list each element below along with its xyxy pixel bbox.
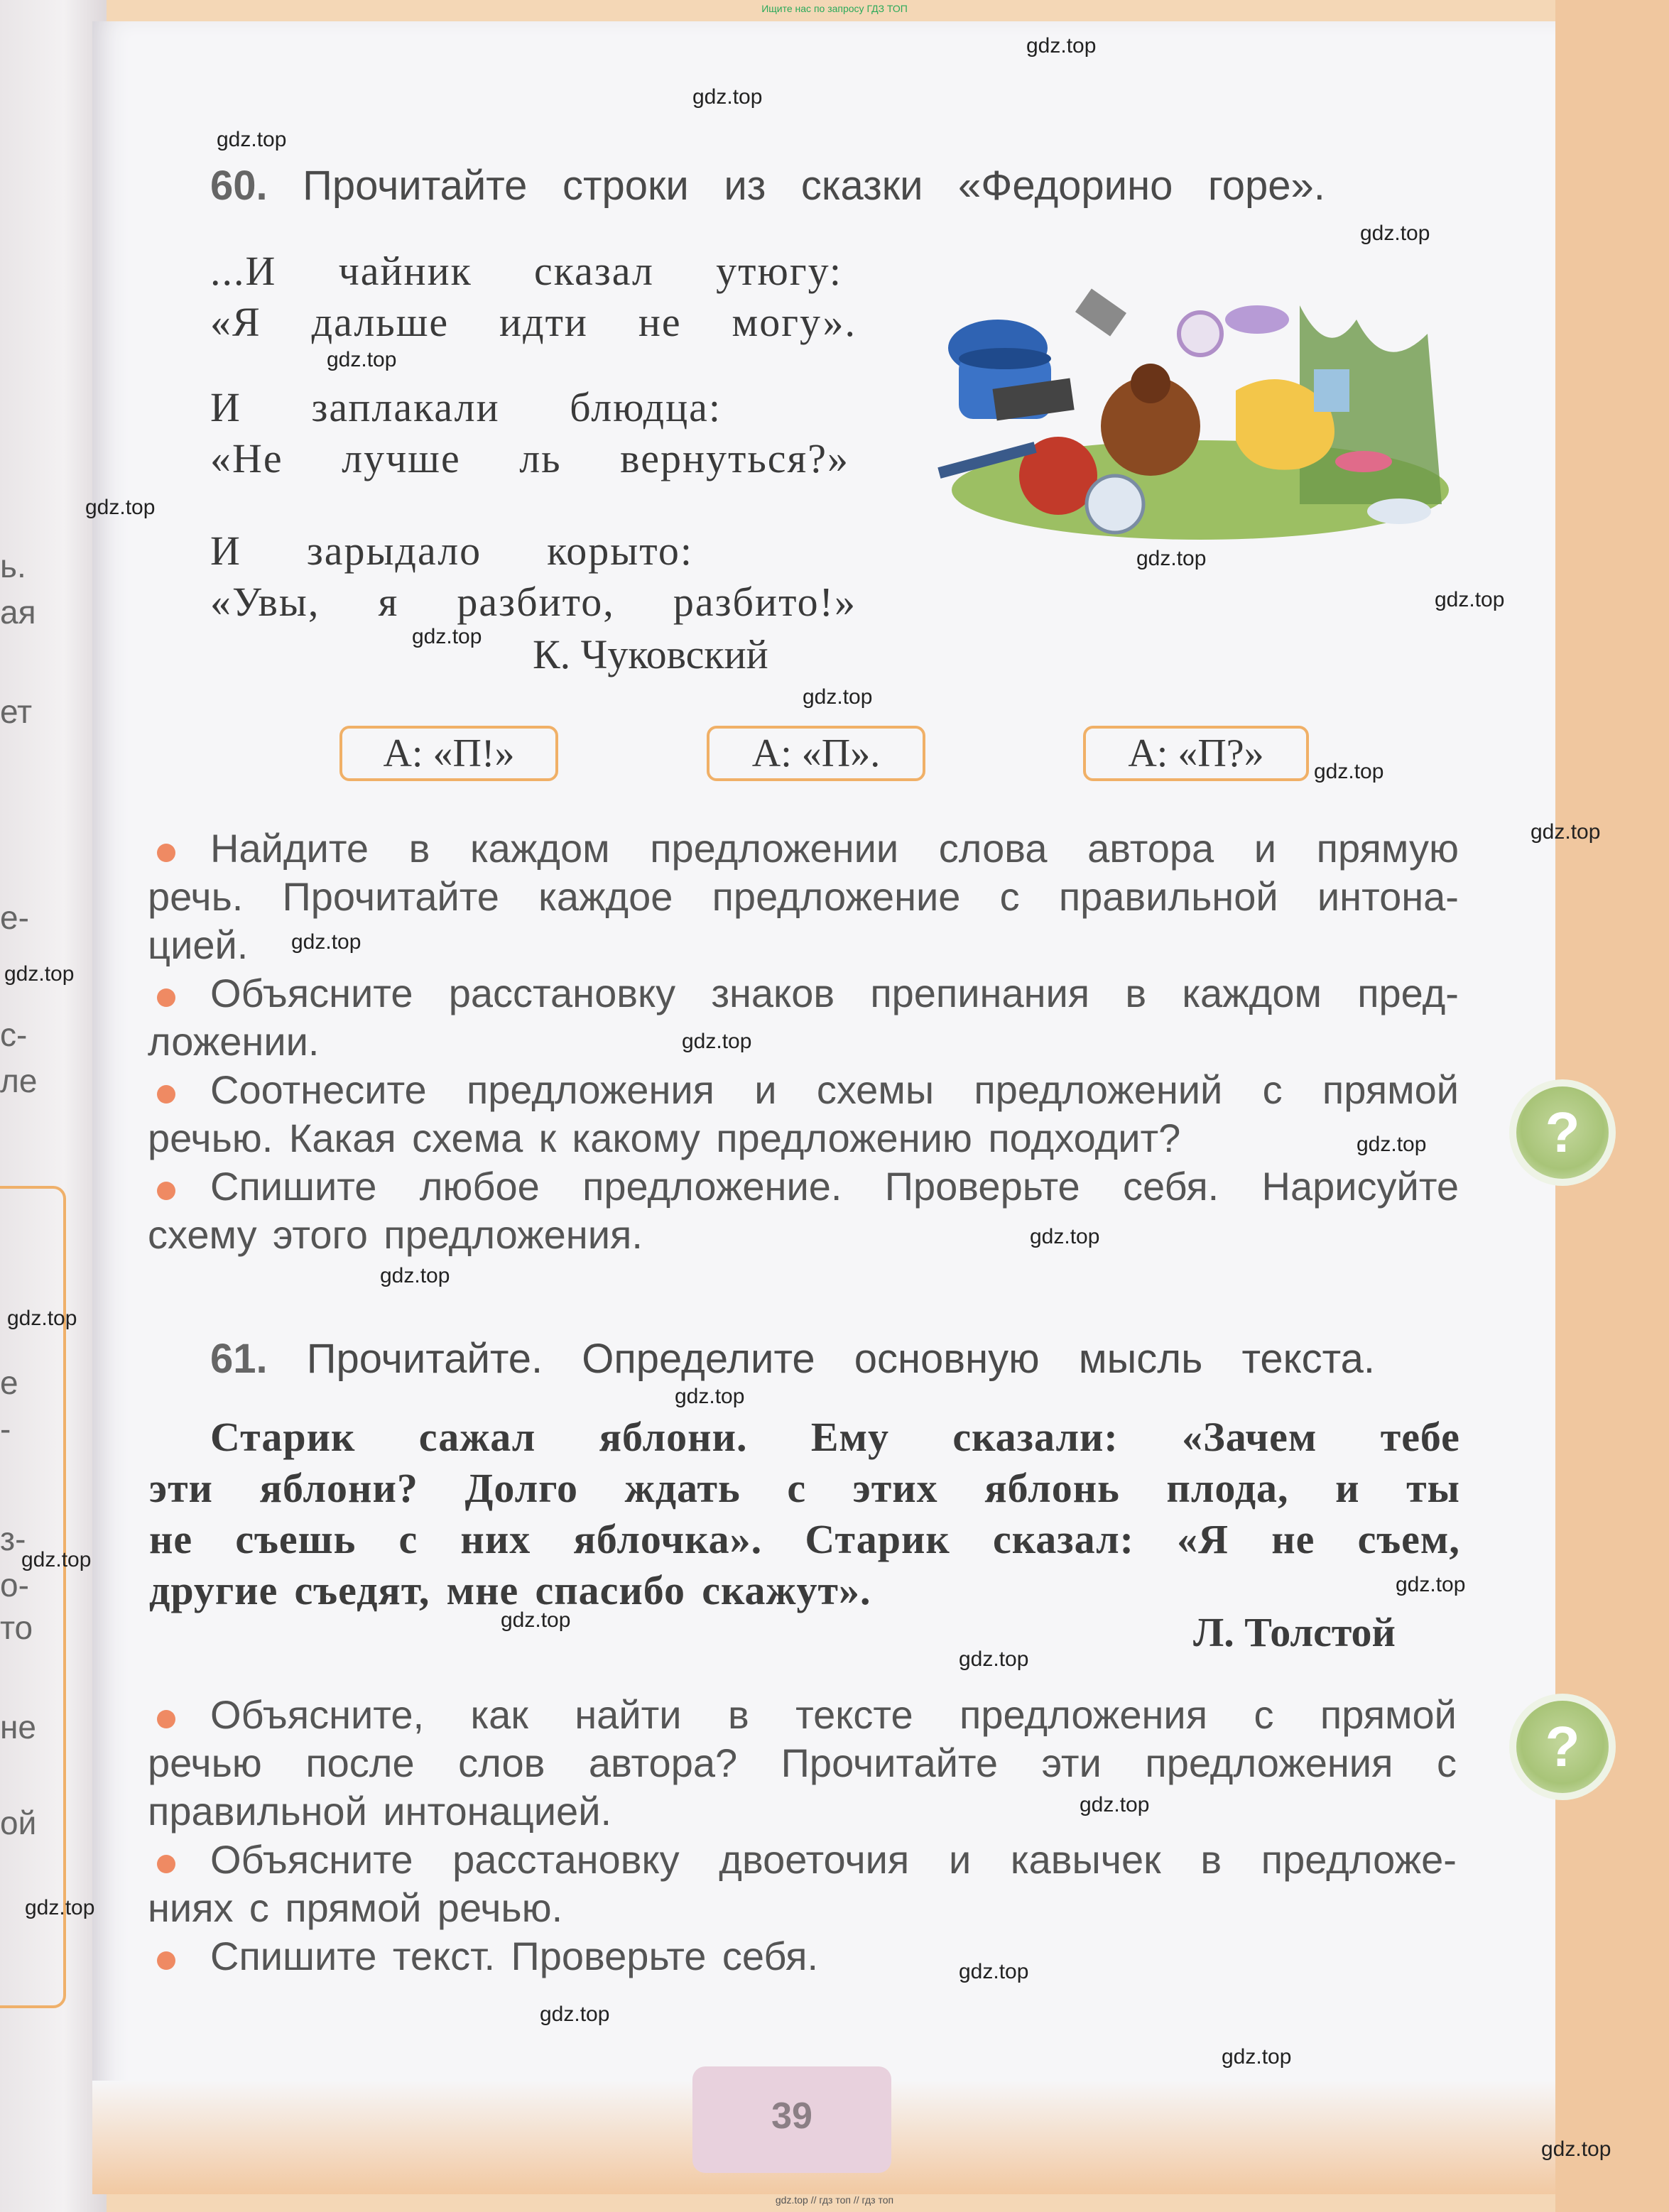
watermark[interactable]: gdz.top (412, 625, 482, 648)
word: знаков (711, 971, 835, 1015)
text-line (149, 1567, 871, 1614)
bullet-dot (157, 1855, 175, 1873)
poem-line (210, 247, 842, 295)
task-line (210, 1163, 1459, 1209)
word: яблони? (259, 1465, 418, 1511)
word: Старик (210, 1414, 356, 1460)
word: к (538, 1116, 557, 1160)
word: схему (148, 1212, 257, 1257)
watermark[interactable]: gdz.top (540, 2003, 610, 2026)
heading-word: Определите (582, 1336, 815, 1382)
watermark[interactable]: gdz.top (217, 128, 287, 151)
word: сказал (534, 248, 654, 294)
word: и (1335, 1465, 1360, 1511)
word: я (378, 579, 399, 625)
sentence-scheme: А: «П!» (339, 726, 558, 781)
left-page-fragment: ь. (0, 547, 26, 584)
word: И (210, 384, 241, 430)
task-line (148, 1788, 611, 1834)
task-line (148, 873, 1459, 920)
word: предложение (712, 874, 961, 919)
word: не (638, 299, 682, 345)
word: корыто: (547, 528, 693, 574)
word: автора (1087, 826, 1214, 871)
poem-line (210, 578, 857, 626)
heading-word: из (724, 163, 766, 209)
word: этого (273, 1212, 368, 1257)
word: себя. (722, 1934, 819, 1978)
word: в (408, 826, 430, 871)
word: другие (149, 1567, 278, 1613)
word: предложение. (582, 1164, 842, 1209)
word: зарыдало (306, 528, 482, 574)
word: с (787, 1465, 807, 1511)
word: чайник (338, 248, 472, 294)
poem-author: К. Чуковский (533, 631, 768, 677)
word: ложении. (148, 1019, 320, 1064)
dishes-illustration (930, 277, 1456, 547)
word: с (249, 1885, 269, 1930)
word: ждать (624, 1465, 741, 1511)
watermark[interactable]: gdz.top (1030, 1225, 1100, 1248)
word: правильной (148, 1789, 367, 1834)
word: интона- (1317, 874, 1459, 919)
watermark[interactable]: gdz.top (675, 1385, 745, 1408)
word: Объясните, (210, 1692, 425, 1737)
ex60-heading (210, 162, 1325, 209)
word: яблонь (984, 1465, 1120, 1511)
word: прямой (285, 1885, 422, 1930)
text-line (149, 1464, 1460, 1512)
text-line (210, 1413, 1460, 1461)
word: схемы (816, 1067, 935, 1112)
word: этих (852, 1465, 938, 1511)
word: не (149, 1516, 193, 1562)
word: Объясните (210, 971, 413, 1015)
word: дальше (311, 299, 450, 345)
left-page-fragment: з- (0, 1520, 26, 1557)
word: Найдите (210, 826, 369, 871)
exercise-number: 60. (210, 163, 268, 209)
word: «Я (210, 299, 261, 345)
word: «Зачем (1182, 1414, 1317, 1460)
word: спасибо (535, 1567, 686, 1613)
word: текст. (392, 1934, 496, 1978)
word: предложе- (1261, 1837, 1457, 1882)
word: слова (938, 826, 1048, 871)
word: подходит? (988, 1116, 1181, 1160)
heading-word: «Федорино (957, 163, 1173, 209)
left-page-fragment: не (0, 1709, 36, 1745)
word: прямой (1320, 1692, 1457, 1737)
word: прямую (1316, 826, 1459, 871)
heading-word: мысль (1078, 1336, 1203, 1382)
poem-line (210, 383, 722, 431)
sentence-scheme: А: «П». (707, 726, 925, 781)
left-page-fragment: е- (0, 899, 29, 936)
word: предложении (650, 826, 899, 871)
word: себя. (1122, 1164, 1219, 1209)
word: лучше (342, 435, 461, 481)
word: сказали: (952, 1414, 1119, 1460)
watermark[interactable]: gdz.top (1396, 1573, 1466, 1596)
task-line (210, 970, 1459, 1016)
task-line (148, 1740, 1457, 1786)
word: речью (148, 1740, 262, 1785)
poem-line (210, 527, 693, 574)
word: с (999, 874, 1020, 919)
word: съешь (235, 1516, 357, 1562)
word: цией. (148, 922, 249, 967)
word: Проверьте (884, 1164, 1080, 1209)
watermark[interactable]: gdz.top (1435, 588, 1505, 611)
word: Долго (464, 1465, 579, 1511)
watermark[interactable]: gdz.top (4, 962, 75, 986)
word: Старик (805, 1516, 950, 1562)
word: правильной (1058, 874, 1278, 919)
top-banner[interactable]: Ищите нас по запросу ГДЗ ТОП (761, 3, 908, 14)
word: съем, (1357, 1516, 1460, 1562)
watermark[interactable]: gdz.top (959, 1960, 1029, 1983)
poem-line (210, 298, 857, 346)
word: Спишите (210, 1934, 377, 1978)
word: мне (446, 1567, 519, 1613)
left-page-fragment: то (0, 1609, 33, 1646)
heading-word: строки (562, 163, 689, 209)
word: могу». (732, 299, 857, 345)
watermark[interactable]: gdz.top (25, 1896, 95, 1919)
watermark[interactable]: gdz.top (1080, 1793, 1150, 1816)
word: скажут». (702, 1567, 871, 1613)
word: Проверьте (511, 1934, 707, 1978)
exercise-number: 61. (210, 1336, 268, 1382)
task-line (148, 1018, 319, 1064)
poem-line (210, 435, 849, 482)
word: Какая (288, 1116, 396, 1160)
word: каждом (469, 826, 610, 871)
word: речью. (148, 1116, 273, 1160)
word: в (1200, 1837, 1222, 1882)
left-page-fragment: ле (0, 1062, 38, 1099)
word: предложений (974, 1067, 1223, 1112)
task-line (210, 1933, 818, 1979)
left-page-fragment: с- (0, 1016, 28, 1053)
watermark[interactable]: gdz.top (291, 930, 361, 954)
bullet-dot (157, 1085, 175, 1104)
left-page-fragment: о- (0, 1567, 29, 1603)
word: предложения (466, 1067, 714, 1112)
word: с (398, 1516, 418, 1562)
word: Прочитайте (282, 874, 499, 919)
help-icon[interactable]: ? (1509, 1079, 1616, 1186)
word: слов (458, 1740, 545, 1785)
left-page-fragment: е (0, 1364, 18, 1401)
word: съедят, (294, 1567, 430, 1613)
word: сказал: (992, 1516, 1134, 1562)
left-page-fragment: ой (0, 1804, 37, 1841)
page-number: 39 (771, 2096, 812, 2137)
heading-word: Прочитайте. (306, 1336, 543, 1382)
watermark[interactable]: gdz.top (1314, 760, 1384, 783)
watermark[interactable]: gdz.top (1531, 820, 1601, 844)
word: И (210, 528, 241, 574)
heading-word: текста. (1241, 1336, 1375, 1382)
word: не (1271, 1516, 1315, 1562)
word: интонацией. (383, 1789, 612, 1834)
word: Ему (810, 1414, 890, 1460)
word: вернуться?» (620, 435, 849, 481)
word: после (305, 1740, 415, 1785)
word: Прочитайте (781, 1740, 999, 1785)
heading-word: Прочитайте (303, 163, 528, 209)
watermark[interactable]: gdz.top (7, 1307, 77, 1330)
word: препинания (870, 971, 1090, 1015)
word: речью. (437, 1885, 563, 1930)
word: кавычек (1010, 1837, 1161, 1882)
help-icon[interactable]: ? (1509, 1694, 1616, 1800)
task-line (148, 922, 248, 968)
word: с (1436, 1740, 1457, 1785)
word: предложению (716, 1116, 972, 1160)
bullet-dot (157, 1951, 175, 1970)
watermark[interactable]: gdz.top (1222, 2045, 1292, 2069)
word: предложения (1145, 1740, 1393, 1785)
watermark[interactable]: gdz.top (1026, 34, 1097, 58)
word: любое (419, 1164, 540, 1209)
word: расстановку (452, 1837, 680, 1882)
word: и (1254, 826, 1277, 871)
word: в (727, 1692, 749, 1737)
word: автора? (588, 1740, 738, 1785)
word: разбито!» (673, 579, 857, 625)
word: яблони. (599, 1414, 748, 1460)
word: сажал (418, 1414, 536, 1460)
word: найти (575, 1692, 682, 1737)
word: и (754, 1067, 777, 1112)
task-line (210, 1836, 1457, 1883)
word: каждое (538, 874, 673, 919)
text-author: Л. Толстой (1193, 1609, 1396, 1655)
word: яблочка». (573, 1516, 763, 1562)
word: схема (412, 1116, 523, 1160)
watermark[interactable]: gdz.top (327, 348, 397, 371)
heading-word: горе». (1207, 163, 1325, 209)
word: утюгу: (716, 248, 842, 294)
task-line (210, 825, 1459, 871)
left-page-fragment: - (0, 1410, 11, 1447)
word: ...И (210, 248, 277, 294)
watermark[interactable]: gdz.top (1357, 1133, 1427, 1156)
word: с (1262, 1067, 1283, 1112)
bullet-dot (157, 1710, 175, 1728)
task-line (210, 1691, 1457, 1738)
word: Соотнесите (210, 1067, 427, 1112)
word: Спишите (210, 1164, 377, 1209)
word: прямой (1322, 1067, 1459, 1112)
watermark[interactable]: gdz.top (501, 1608, 571, 1632)
bullet-dot (157, 988, 175, 1007)
word: Объясните (210, 1837, 413, 1882)
word: расстановку (448, 971, 676, 1015)
word: ниях (148, 1885, 234, 1930)
left-page-fragment: ет (0, 693, 33, 730)
word: каждом (1182, 971, 1322, 1015)
watermark[interactable]: gdz.top (959, 1647, 1029, 1671)
word: эти (1041, 1740, 1102, 1785)
word: речь. (148, 874, 244, 919)
word: ты (1406, 1465, 1460, 1511)
word: «Я (1177, 1516, 1229, 1562)
word: разбито, (457, 579, 615, 625)
watermark[interactable]: gdz.top (380, 1264, 450, 1287)
watermark[interactable]: gdz.top (803, 685, 873, 709)
word: идти (499, 299, 588, 345)
heading-word: сказки (800, 163, 923, 209)
word: заплакали (311, 384, 500, 430)
word: предложения. (384, 1212, 643, 1257)
watermark[interactable]: gdz.top (682, 1030, 752, 1053)
word: в (1125, 971, 1147, 1015)
bullet-dot (157, 1182, 175, 1200)
word: тексте (795, 1692, 913, 1737)
watermark[interactable]: gdz.top (1136, 547, 1207, 570)
word: пред- (1357, 971, 1459, 1015)
bullet-dot (157, 844, 175, 862)
word: какому (572, 1116, 700, 1160)
word: двоеточия (719, 1837, 910, 1882)
task-line (148, 1115, 1180, 1161)
word: «Не (210, 435, 283, 481)
word: плода, (1166, 1465, 1289, 1511)
footer-banner[interactable]: gdz.top // гдз топ // гдз топ (775, 2194, 894, 2206)
word: тебе (1380, 1414, 1460, 1460)
word: с (1254, 1692, 1274, 1737)
word: как (470, 1692, 528, 1737)
word: эти (149, 1465, 213, 1511)
watermark[interactable]: gdz.top (21, 1548, 92, 1571)
task-line (210, 1067, 1459, 1113)
task-line (148, 1211, 643, 1258)
text-line (149, 1515, 1460, 1563)
watermark[interactable]: gdz.top (85, 496, 156, 519)
word: ль (519, 435, 562, 481)
heading-word: основную (854, 1336, 1040, 1382)
ex61-heading (210, 1335, 1375, 1383)
word: и (948, 1837, 972, 1882)
task-line (148, 1885, 562, 1931)
word: блюдца: (570, 384, 722, 430)
watermark[interactable]: gdz.top (1360, 222, 1430, 245)
left-page-fragment: ая (0, 594, 36, 631)
word: Нарисуйте (1261, 1164, 1459, 1209)
sentence-scheme: А: «П?» (1083, 726, 1309, 781)
word: них (460, 1516, 531, 1562)
word: предложения (959, 1692, 1208, 1737)
watermark[interactable]: gdz.top (1541, 2137, 1611, 2161)
word: «Увы, (210, 579, 320, 625)
watermark[interactable]: gdz.top (692, 85, 763, 109)
